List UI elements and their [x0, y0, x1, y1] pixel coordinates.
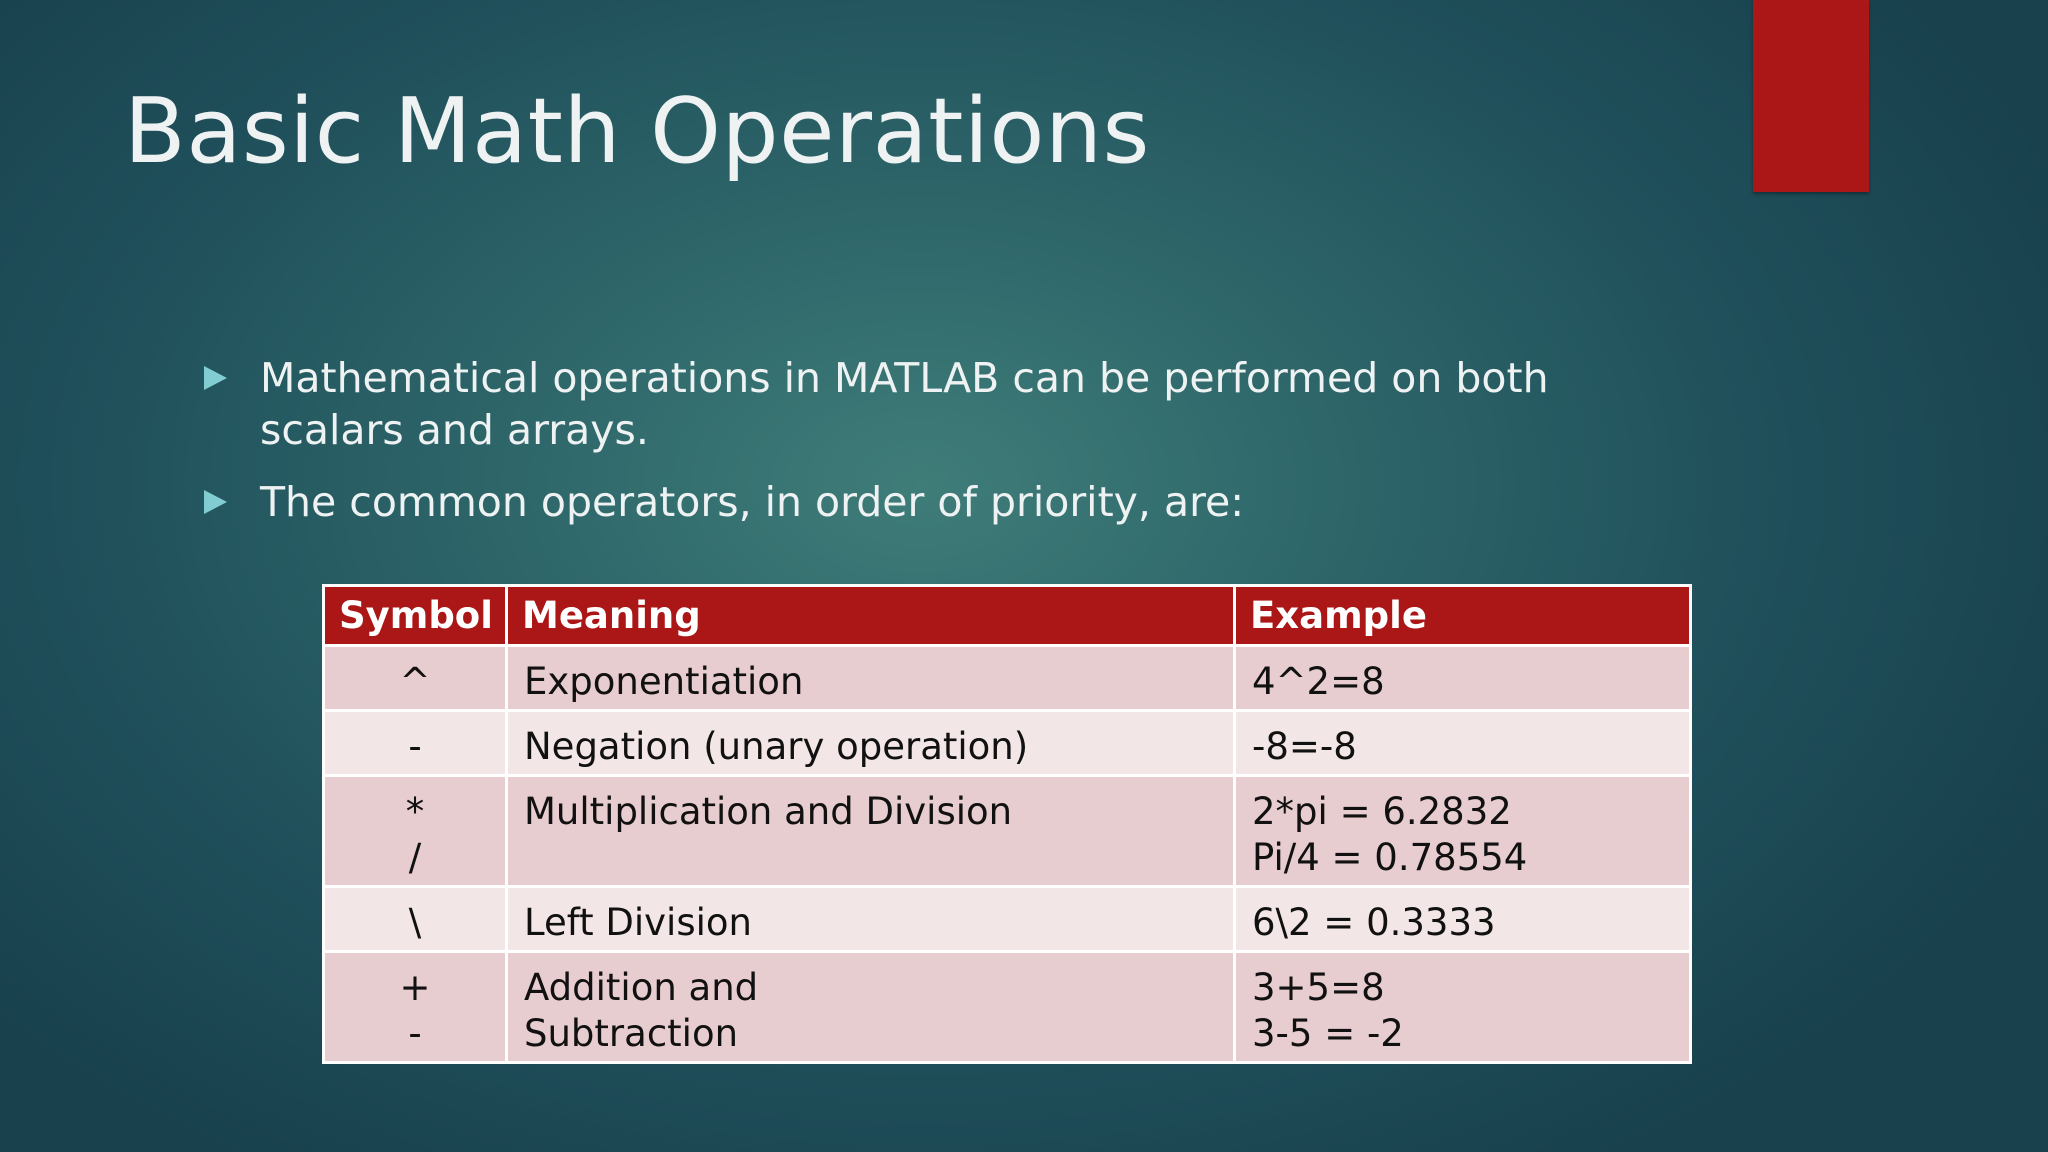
header-meaning: Meaning — [507, 586, 1235, 646]
example-cell — [1235, 887, 1691, 952]
symbol-cell — [324, 887, 507, 952]
bullet-item — [200, 352, 1620, 456]
meaning-text: Subtraction — [524, 1012, 739, 1055]
meaning-cell — [507, 887, 1235, 952]
table-row — [324, 646, 1691, 711]
symbol-cell — [324, 952, 507, 1063]
bullet-item — [200, 476, 1620, 528]
operators-table — [322, 584, 1692, 1064]
symbol-text: * — [405, 790, 425, 833]
example-text: 6\2 = 0.3333 — [1252, 901, 1496, 944]
symbol-text: \ — [408, 901, 422, 944]
example-text: 2*pi = 6.2832 — [1252, 790, 1512, 833]
example-cell — [1235, 776, 1691, 887]
example-text: -8=-8 — [1252, 725, 1357, 768]
symbol-text: ^ — [399, 660, 431, 703]
header-symbol: Symbol — [324, 586, 507, 646]
bullet-text-line: The common operators, in order of priority, are: — [260, 478, 1245, 526]
example-text: 3-5 = -2 — [1252, 1012, 1404, 1055]
meaning-cell — [507, 646, 1235, 711]
meaning-text: Left Division — [524, 901, 752, 944]
example-cell — [1235, 711, 1691, 776]
meaning-text: Exponentiation — [524, 660, 804, 703]
symbol-cell — [324, 646, 507, 711]
table-row — [324, 711, 1691, 776]
symbol-text: / — [408, 836, 422, 879]
example-text: Pi/4 = 0.78554 — [1252, 836, 1528, 879]
example-text: 3+5=8 — [1252, 966, 1385, 1009]
example-cell — [1235, 646, 1691, 711]
symbol-text: - — [408, 725, 422, 768]
triangle-bullet-icon — [204, 490, 227, 514]
triangle-bullet-icon — [204, 366, 227, 390]
table-row — [324, 887, 1691, 952]
example-cell — [1235, 952, 1691, 1063]
slide-title: Basic Math Operations — [124, 79, 1150, 184]
symbol-text: - — [408, 1012, 422, 1055]
red-accent-tab — [1753, 0, 1869, 192]
table-header-row — [324, 586, 1691, 646]
meaning-text: Multiplication and Division — [524, 790, 1013, 833]
bullet-text-line: scalars and arrays. — [260, 406, 649, 454]
symbol-text: + — [399, 966, 431, 1009]
symbol-cell — [324, 776, 507, 887]
bullet-list — [200, 352, 1620, 548]
table-row — [324, 952, 1691, 1063]
meaning-cell — [507, 711, 1235, 776]
meaning-cell — [507, 776, 1235, 887]
meaning-cell — [507, 952, 1235, 1063]
bullet-text-line: Mathematical operations in MATLAB can be performed on both — [260, 354, 1549, 402]
meaning-text: Addition and — [524, 966, 759, 1009]
symbol-cell — [324, 711, 507, 776]
table-row — [324, 776, 1691, 887]
example-text: 4^2=8 — [1252, 660, 1385, 703]
meaning-text: Negation (unary operation) — [524, 725, 1029, 768]
header-example: Example — [1235, 586, 1691, 646]
